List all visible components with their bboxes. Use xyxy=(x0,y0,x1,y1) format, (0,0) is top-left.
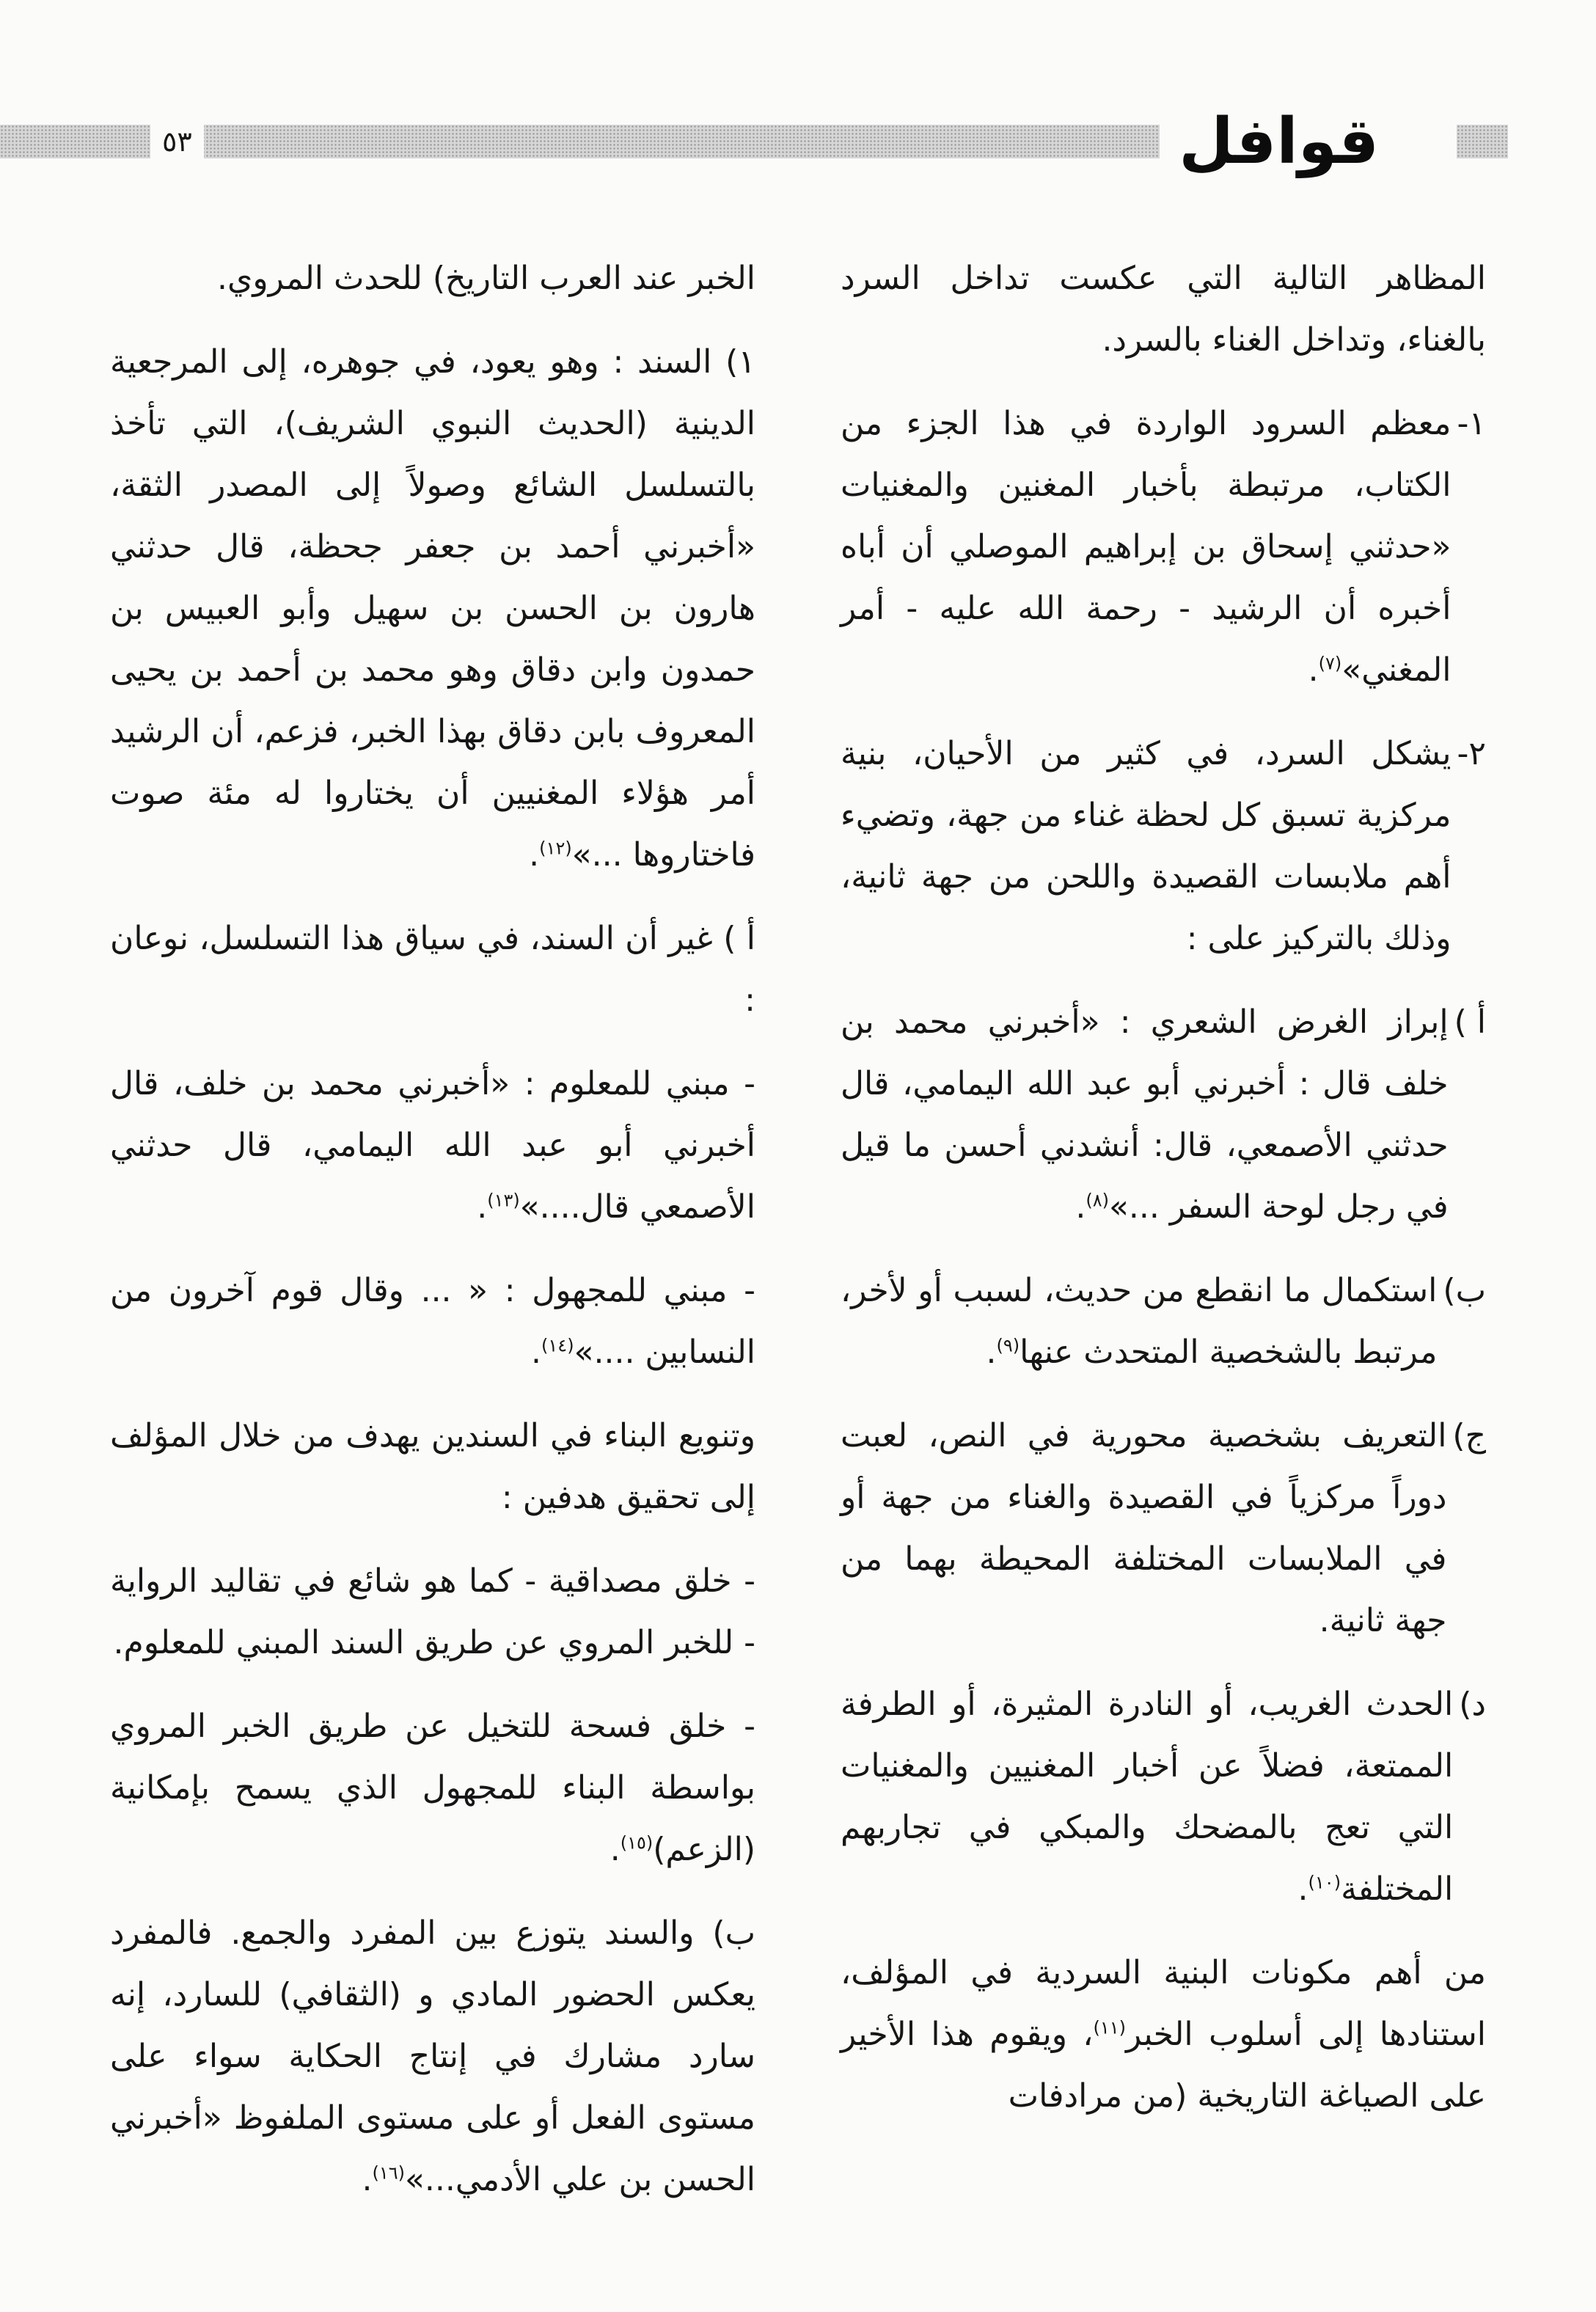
list-item-text: معظم السرود الواردة في هذا الجزء من الكتاب، مرتبطة بأخبار المغنين والمغنيات «حدثني إسحاق بن إبراهيم الموصلي أن أباه أخبره أن الرشيد - رحمة الله عليه - أمر المغني»$^{(٧)}$. xyxy=(841,405,1452,689)
list-item-label: ج) xyxy=(1452,1417,1486,1455)
footnote-ref: (٨) xyxy=(1086,1190,1109,1211)
footnote-ref: (١٥) xyxy=(620,1832,654,1854)
right-column xyxy=(841,248,1486,2228)
list-item xyxy=(841,723,1486,970)
footnote-ref: (١٠) xyxy=(1308,1872,1341,1893)
list-item xyxy=(841,1405,1486,1652)
intro-paragraph: المظاهر التالية التي عكست تداخل السرد بالغناء، وتداخل الغناء بالسرد. xyxy=(841,260,1486,359)
footnote-ref: (٧) xyxy=(1318,653,1342,674)
list-item xyxy=(841,1674,1486,1920)
list-item-label: د) xyxy=(1459,1686,1486,1723)
unknown-paragraph: - مبني للمجهول : « ... وقال قوم آخرون من النسابين ....»$^{(١٤)}$. xyxy=(110,1272,755,1371)
left-column xyxy=(110,248,755,2228)
list-item-label: ١- xyxy=(1457,405,1486,442)
known-paragraph: - مبني للمعلوم : «أخبرني محمد بن خلف، قال أخبرني أبو عبد الله اليمامي، قال حدثني الأصمعي قال....»$^{(١٣)}$. xyxy=(110,1065,755,1226)
list-item-text: الحدث الغريب، أو النادرة المثيرة، أو الطرفة الممتعة، فضلاً عن أخبار المغنيين والمغنيات التي تعج بالمضحك والمبكي في تجاربهم المختلفة$^{(١٠)}$. xyxy=(841,1686,1454,1908)
continuation-paragraph: الخبر عند العرب التاريخ) للحدث المروي. xyxy=(217,260,755,297)
list-item-label: ب) xyxy=(1443,1272,1486,1309)
goal1-paragraph: - خلق مصداقية - كما هو شائع في تقاليد الرواية - للخبر المروي عن طريق السند المبني للمعلوم. xyxy=(110,1562,755,1661)
list-item-label: أ ) xyxy=(1454,1003,1486,1041)
footnote-ref: (١١) xyxy=(1093,2017,1127,2038)
footnote-ref: (١٤) xyxy=(541,1335,574,1356)
page-header xyxy=(0,105,1596,178)
list-item-text: يشكل السرد، في كثير من الأحيان، بنية مركزية تسبق كل لحظة غناء من جهة، وتضيء أهم ملابسات القصيدة واللحن من جهة ثانية، وذلك بالتركيز على : xyxy=(841,735,1452,957)
list-item-label: ٢- xyxy=(1457,735,1486,772)
variety-paragraph: وتنويع البناء في السندين يهدف من خلال المؤلف إلى تحقيق هدفين : xyxy=(110,1417,755,1516)
goal2-paragraph: - خلق فسحة للتخيل عن طريق الخبر المروي بواسطة البناء للمجهول الذي يسمح بإمكانية (الزعم)$^{(١٥)}$. xyxy=(110,1708,755,1868)
header-band-right xyxy=(1457,125,1508,158)
list-item-text: استكمال ما انقطع من حديث، لسبب أو لأخر، مرتبط بالشخصية المتحدث عنها$^{(٩)}$. xyxy=(841,1272,1438,1371)
footnote-ref: (١٦) xyxy=(372,2162,405,2184)
list-item xyxy=(841,1260,1486,1383)
list-item xyxy=(841,992,1486,1238)
outro-paragraph: من أهم مكونات البنية السردية في المؤلف، استنادها إلى أسلوب الخبر$^{(١١)}$، ويقوم هذا الأخير على الصياغة التاريخية (من مرادفات xyxy=(841,1954,1486,2115)
journal-title: قوافل xyxy=(1160,109,1398,175)
list-item-text: التعريف بشخصية محورية في النص، لعبت دوراً مركزياً في القصيدة والغناء من جهة أو في الملابسات المختلفة المحيطة بهما من جهة ثانية. xyxy=(841,1417,1447,1639)
alif-paragraph: أ ) غير أن السند، في سياق هذا التسلسل، نوعان : xyxy=(110,920,755,1019)
footnote-ref: (١٢) xyxy=(539,838,572,859)
page-number: ٥٣ xyxy=(150,125,204,158)
list-item xyxy=(841,393,1486,701)
footnote-ref: (١٣) xyxy=(487,1190,520,1211)
footnote-ref: (٩) xyxy=(996,1335,1020,1356)
ba-paragraph: ب) والسند يتوزع بين المفرد والجمع. فالمفرد يعكس الحضور المادي و (الثقافي) للسارد، إنه سارد مشارك في إنتاج الحكاية سواء على مستوى الفعل أو على مستوى الملفوظ «أخبرني الحسن بن علي الأدمي...»$^{(١٦)}$. xyxy=(110,1914,755,2198)
list-item-text: إبراز الغرض الشعري : «أخبرني محمد بن خلف قال : أخبرني أبو عبد الله اليمامي، قال حدثني الأصمعي، قال: أنشدني أحسن ما قيل في رجل لوحة السفر ...»$^{(٨)}$. xyxy=(841,1003,1449,1226)
sanad-paragraph: ١) السند : وهو يعود، في جوهره، إلى المرجعية الدينية (الحديث النبوي الشريف)، التي تأخذ بالتسلسل الشائع وصولاً إلى المصدر الثقة، «أخبرني أحمد بن جعفر جحظة، قال حدثني هارون بن الحسن بن سهيل وأبو العبيس بن حمدون وابن دقاق وهو محمد بن أحمد بن يحيى المعروف بابن دقاق بهذا الخبر، فزعم، أن الرشيد أمر هؤلاء المغنيين أن يختاروا له مئة صوت فاختاروها ...»$^{(١٢)}$. xyxy=(110,343,755,874)
